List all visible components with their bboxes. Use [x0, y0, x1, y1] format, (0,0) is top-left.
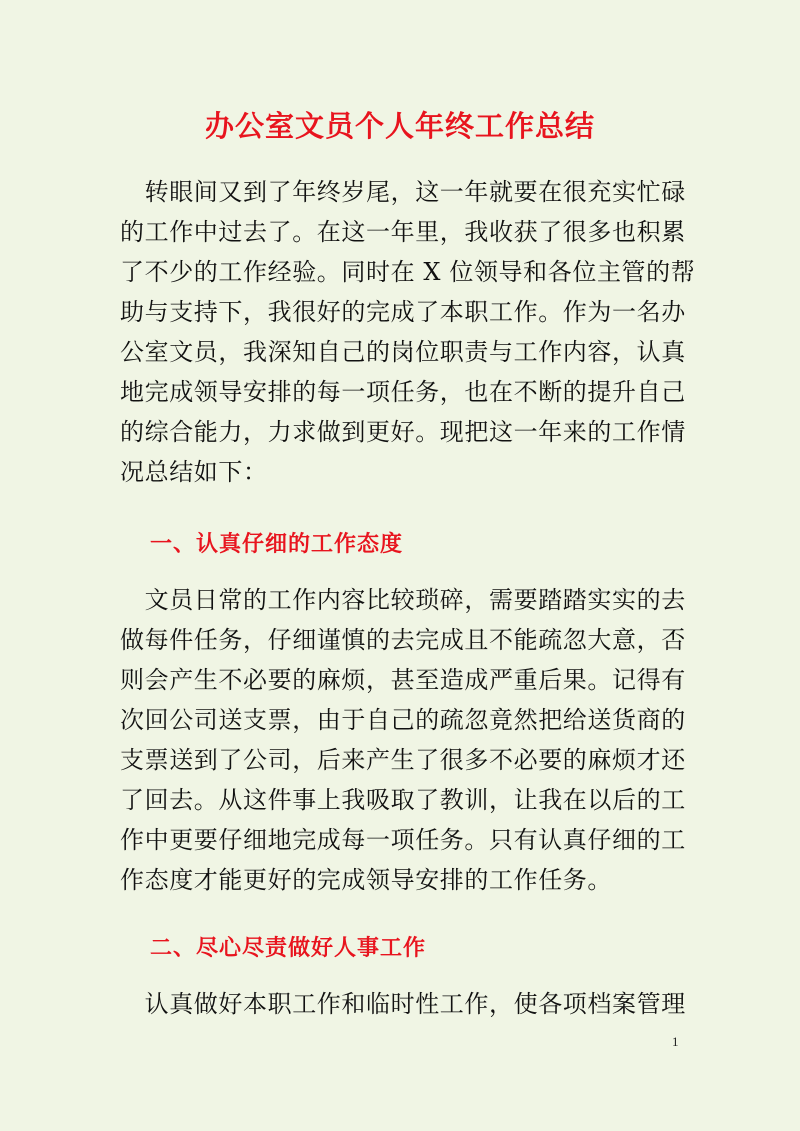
paragraph-line: 转眼间又到了年终岁尾，这一年就要在很充实忙碌	[120, 178, 686, 206]
paragraph-line: 了不少的工作经验。同时在 X 位领导和各位主管的帮	[120, 258, 696, 286]
page-number: 1	[672, 1034, 679, 1049]
paragraph-line: 了回去。从这件事上我吸取了教训，让我在以后的工	[120, 786, 686, 814]
section-1-paragraph	[120, 580, 686, 900]
paragraph-line: 认真做好本职工作和临时性工作，使各项档案管理	[120, 990, 686, 1018]
paragraph-line: 作态度才能更好的完成领导安排的工作任务。	[120, 866, 612, 894]
intro-paragraph	[120, 172, 696, 492]
paragraph-line: 况总结如下：	[120, 458, 268, 486]
paragraph-line: 助与支持下，我很好的完成了本职工作。作为一名办	[120, 298, 686, 326]
paragraph-line: 公室文员，我深知自己的岗位职责与工作内容，认真	[120, 338, 686, 366]
paragraph-line: 次回公司送支票，由于自己的疏忽竟然把给送货商的	[120, 706, 686, 734]
paragraph-line: 的工作中过去了。在这一年里，我收获了很多也积累	[120, 218, 686, 246]
section-heading-2: 二、尽心尽责做好人事工作	[150, 935, 427, 961]
paragraph-line: 文员日常的工作内容比较琐碎，需要踏踏实实的去	[120, 586, 686, 614]
paragraph-line: 的综合能力，力求做到更好。现把这一年来的工作情	[120, 418, 686, 446]
paragraph-line: 地完成领导安排的每一项任务，也在不断的提升自己	[120, 378, 686, 406]
document-title: 办公室文员个人年终工作总结	[204, 109, 595, 143]
paragraph-line: 做每件任务，仔细谨慎的去完成且不能疏忽大意，否	[120, 626, 686, 654]
section-heading-1: 一、认真仔细的工作态度	[150, 531, 404, 557]
section-2-paragraph	[120, 984, 686, 1024]
paragraph-line: 支票送到了公司，后来产生了很多不必要的麻烦才还	[120, 746, 686, 774]
paragraph-line: 则会产生不必要的麻烦，甚至造成严重后果。记得有	[120, 666, 686, 694]
paragraph-line: 作中更要仔细地完成每一项任务。只有认真仔细的工	[120, 826, 686, 854]
